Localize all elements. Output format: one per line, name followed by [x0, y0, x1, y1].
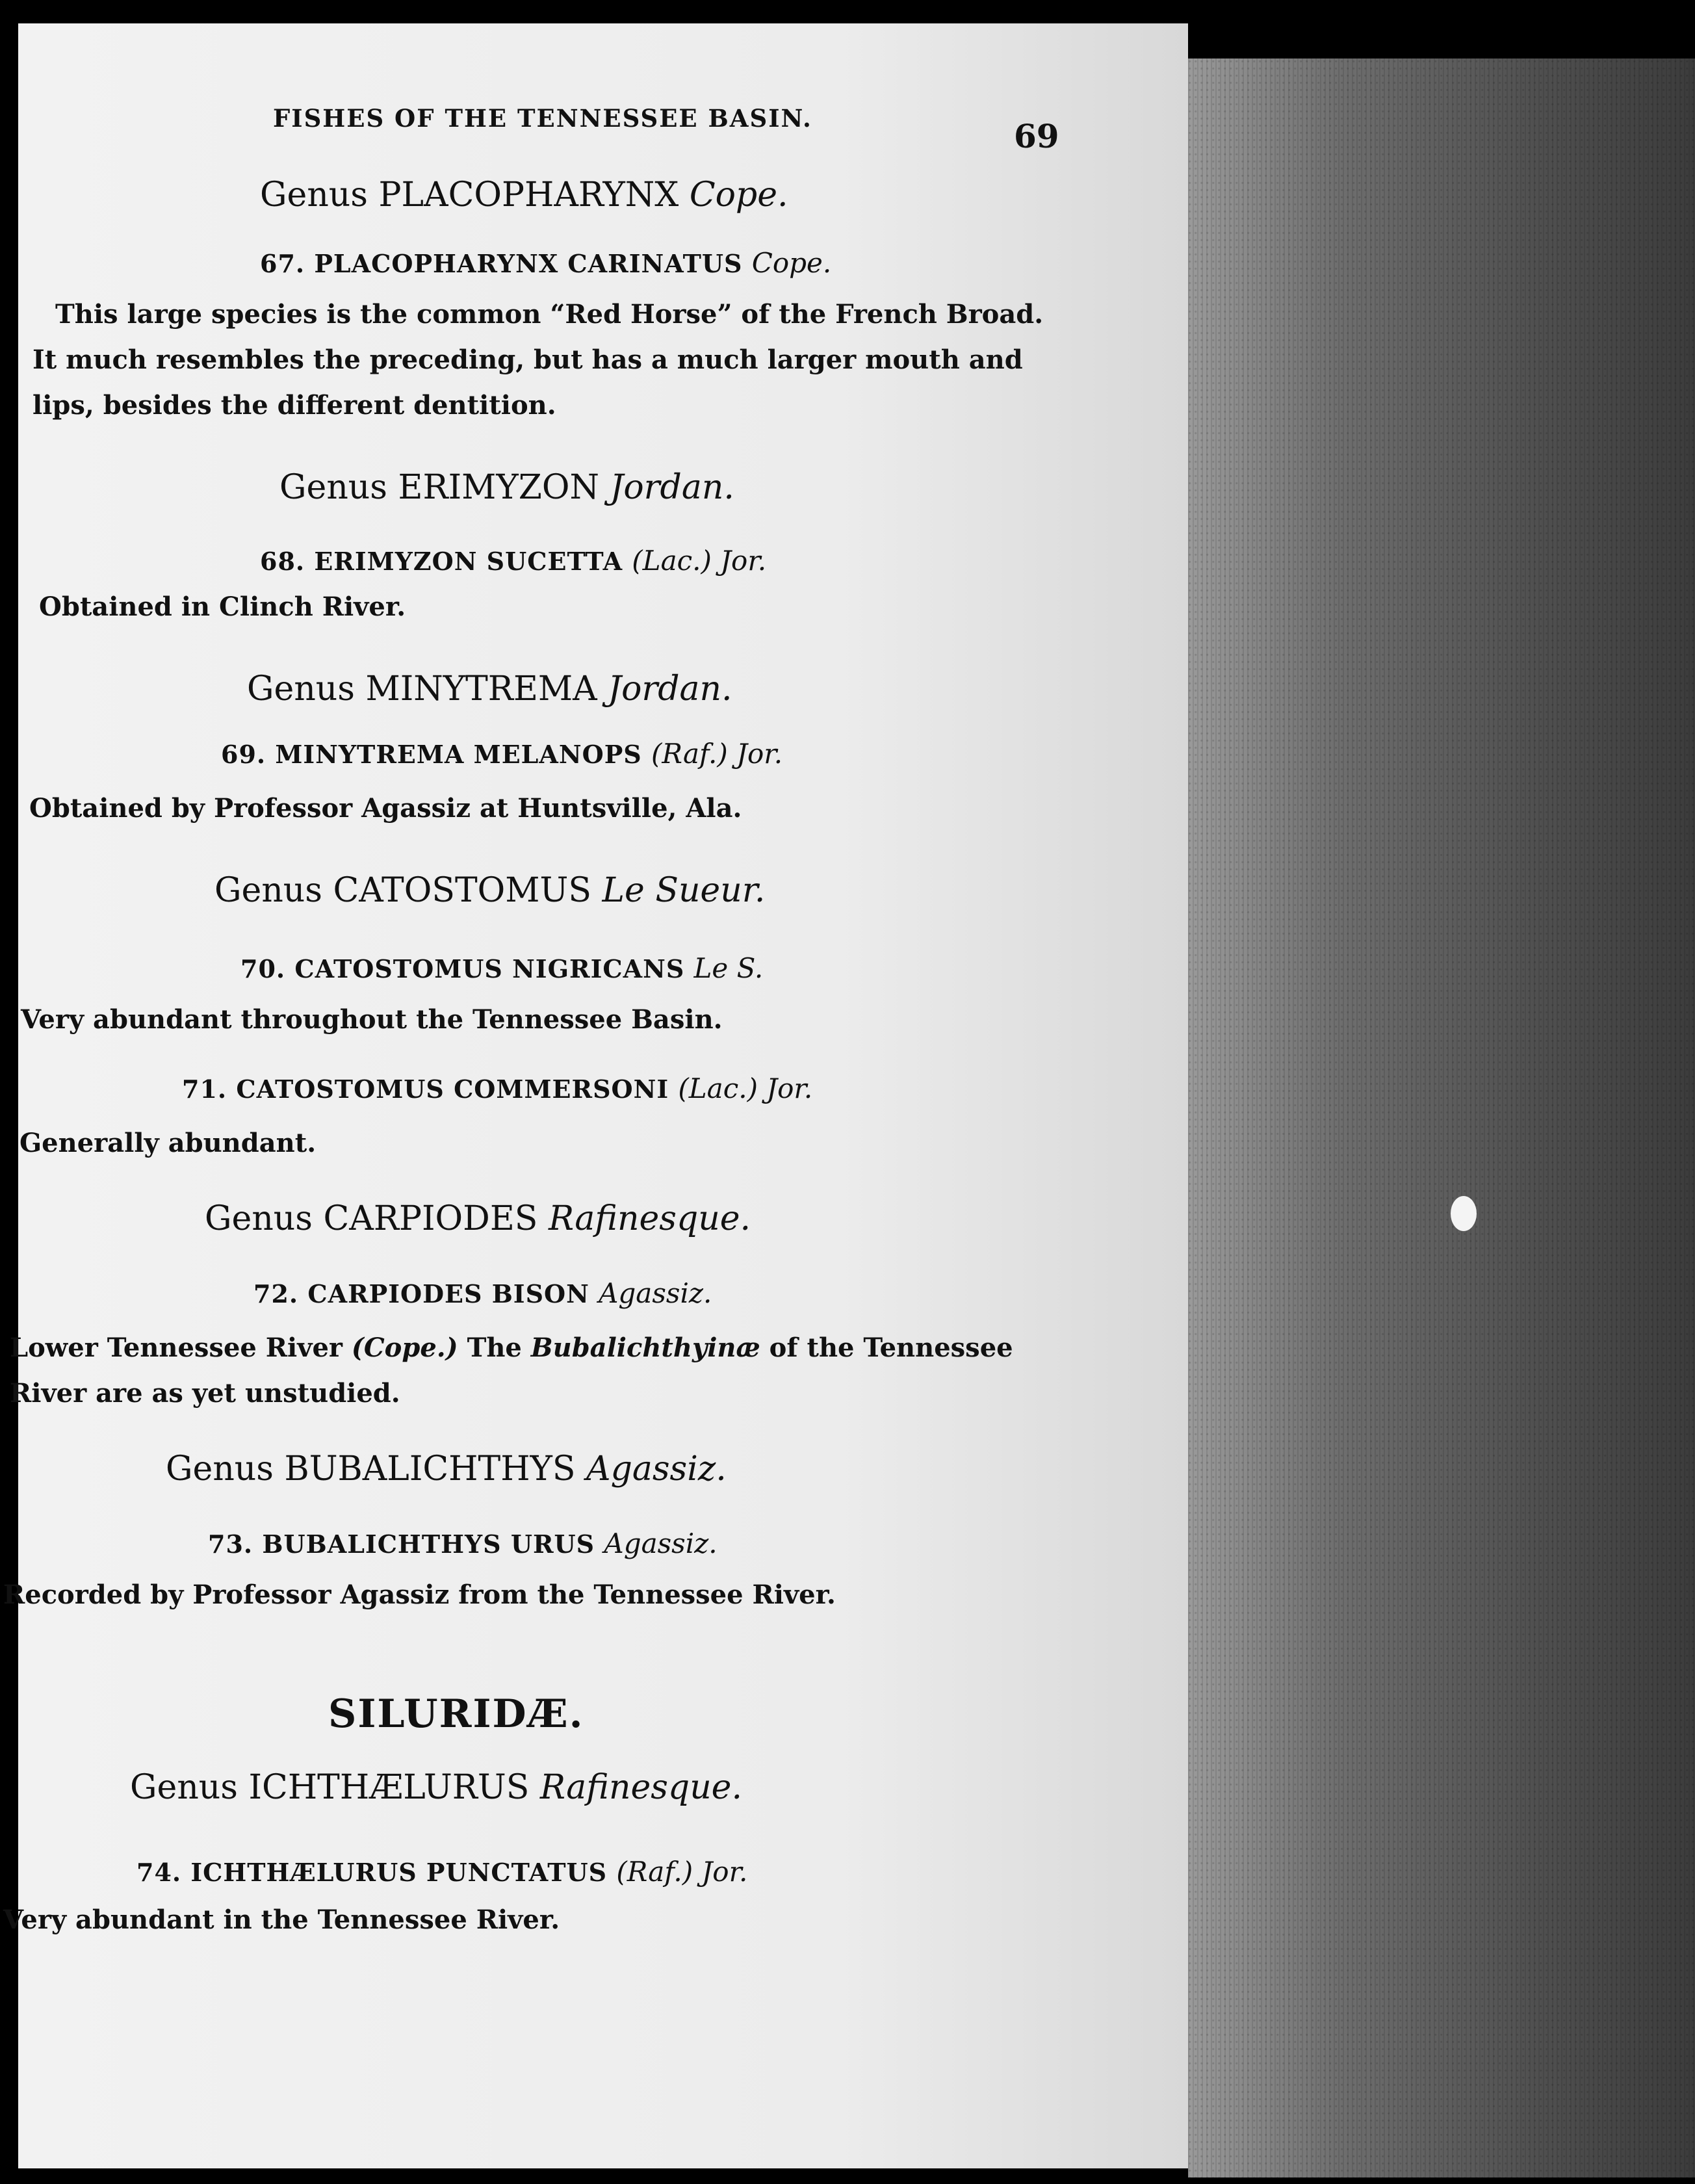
running-header: FISHES OF THE TENNESSEE BASIN.	[273, 104, 812, 133]
text-line: Obtained by Professor Agassiz at Huntsville, Ala.	[29, 793, 742, 824]
genus-heading: Genus ERIMYZON Jordan.	[279, 468, 734, 507]
species-heading: 68. ERIMYZON SUCETTA (Lac.) Jor.	[260, 545, 767, 577]
text-line: It much resembles the preceding, but has a much larger mouth and	[32, 344, 1023, 375]
text-line: Very abundant in the Tennessee River.	[3, 1904, 560, 1935]
text-line: Very abundant throughout the Tennessee Basin.	[21, 1004, 723, 1035]
text-line: Generally abundant.	[19, 1128, 317, 1158]
page-stack-edge	[1188, 58, 1695, 2178]
species-heading: 74. ICHTHÆLURUS PUNCTATUS (Raf.) Jor.	[136, 1856, 748, 1888]
genus-heading: Genus PLACOPHARYNX Cope.	[260, 176, 788, 214]
genus-heading: Genus CATOSTOMUS Le Sueur.	[214, 871, 766, 910]
species-heading: 69. MINYTREMA MELANOPS (Raf.) Jor.	[221, 738, 783, 770]
paper-flaw	[1451, 1196, 1477, 1231]
genus-heading: Genus BUBALICHTHYS Agassiz.	[166, 1450, 727, 1488]
species-heading: 72. CARPIODES BISON Agassiz.	[253, 1277, 712, 1309]
text-line: Recorded by Professor Agassiz from the Tennessee River.	[3, 1580, 836, 1610]
text-line: Lower Tennessee River (Cope.) The Bubalichthyinæ of the Tennessee	[10, 1332, 1013, 1363]
species-heading: 71. CATOSTOMUS COMMERSONI (Lac.) Jor.	[182, 1072, 813, 1104]
genus-heading: Genus ICHTHÆLURUS Rafinesque.	[130, 1768, 742, 1807]
page-number: 69	[1014, 117, 1059, 155]
family-heading: SILURIDÆ.	[328, 1691, 584, 1737]
text-line: lips, besides the different dentition.	[32, 390, 556, 421]
text-line: This large species is the common “Red Horse” of the French Broad.	[55, 299, 1044, 330]
genus-heading: Genus MINYTREMA Jordan.	[247, 670, 732, 708]
species-heading: 70. CATOSTOMUS NIGRICANS Le S.	[240, 952, 764, 984]
text-line: River are as yet unstudied.	[10, 1378, 400, 1409]
genus-heading: Genus CARPIODES Rafinesque.	[205, 1199, 751, 1238]
species-heading: 67. PLACOPHARYNX CARINATUS Cope.	[260, 247, 832, 279]
text-line: Obtained in Clinch River.	[39, 592, 406, 622]
species-heading: 73. BUBALICHTHYS URUS Agassiz.	[208, 1528, 718, 1559]
